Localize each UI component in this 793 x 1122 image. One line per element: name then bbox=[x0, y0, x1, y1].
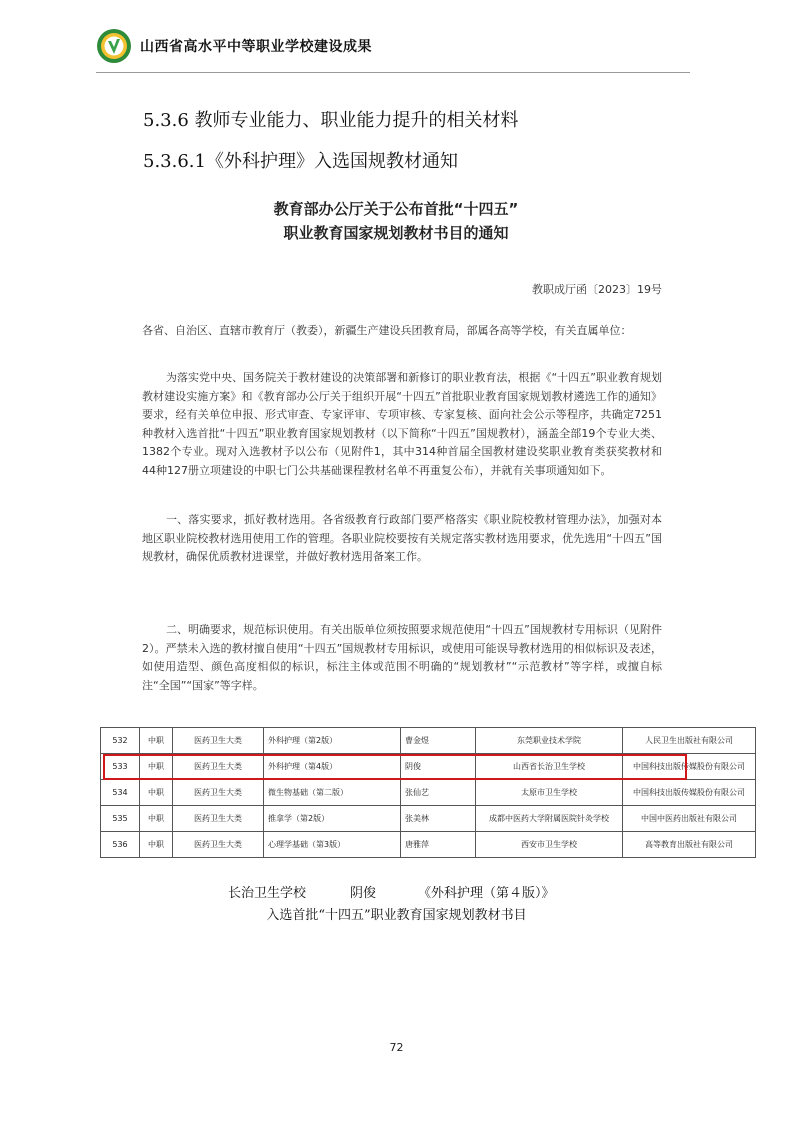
table-cell-book: 外科护理（第4版） bbox=[264, 754, 401, 780]
table-cell-level: 中职 bbox=[140, 728, 173, 754]
caption-line1 bbox=[228, 882, 555, 901]
table-cell-book: 心理学基础（第3版） bbox=[264, 832, 401, 858]
table-cell-school: 西安市卫生学校 bbox=[476, 832, 623, 858]
table-cell-level: 中职 bbox=[140, 806, 173, 832]
table-cell-category: 医药卫生大类 bbox=[173, 754, 264, 780]
table-cell-author: 阴俊 bbox=[401, 754, 476, 780]
table-cell-school: 太原市卫生学校 bbox=[476, 780, 623, 806]
table-cell-level: 中职 bbox=[140, 754, 173, 780]
table-row bbox=[101, 806, 756, 832]
table-cell-author: 唐雅萍 bbox=[401, 832, 476, 858]
table-cell-publisher: 人民卫生出版社有限公司 bbox=[623, 728, 756, 754]
caption-author: 阴俊 bbox=[350, 886, 377, 901]
table-cell-publisher: 高等教育出版社有限公司 bbox=[623, 832, 756, 858]
table-cell-no: 532 bbox=[101, 728, 140, 754]
table-cell-publisher: 中国科技出版传媒股份有限公司 bbox=[623, 754, 756, 780]
page-header bbox=[96, 24, 690, 73]
table-cell-school: 东莞职业技术学院 bbox=[476, 728, 623, 754]
table-cell-book: 外科护理（第2版） bbox=[264, 728, 401, 754]
section-heading: 5.3.6 教师专业能力、职业能力提升的相关材料 bbox=[143, 110, 519, 131]
notice-paragraph-1: 为落实党中央、国务院关于教材建设的决策部署和新修订的职业教育法，根据《“十四五”职业教育规划教材建设实施方案》和《教育部办公厅关于组织开展“十四五”首批职业教育国家规划教材遴选工作的通知》要求，经有关单位申报、形式审查、专家评审、专项审核、专家复核、面向社会公示等程序，共确定7251种教材入选首批“十四五”职业教育国家规划教材（以下简称“十四五”国规教材），涵盖全部19个专业大类、1382个专业。现对入选教材予以公布（见附件1，其中314种首届全国教材建设奖职业教育类获奖教材和44种127册立项建设的中职七门公共基础课程教材名单不再重复公布），并就有关事项通知如下。 bbox=[142, 371, 662, 477]
caption-school: 长治卫生学校 bbox=[228, 886, 307, 901]
header-title: 山西省高水平中等职业学校建设成果 bbox=[140, 39, 372, 55]
caption-book: 《外科护理（第４版）》 bbox=[418, 886, 555, 901]
table-cell-author: 张美林 bbox=[401, 806, 476, 832]
table-cell-category: 医药卫生大类 bbox=[173, 728, 264, 754]
table-cell-book: 推拿学（第2版） bbox=[264, 806, 401, 832]
subsection-heading: 5.3.6.1《外科护理》入选国规教材通知 bbox=[143, 151, 458, 172]
table-cell-publisher: 中国中医药出版社有限公司 bbox=[623, 806, 756, 832]
table-cell-category: 医药卫生大类 bbox=[173, 780, 264, 806]
table-cell-no: 535 bbox=[101, 806, 140, 832]
table-cell-level: 中职 bbox=[140, 832, 173, 858]
school-logo-icon bbox=[96, 28, 132, 64]
table-cell-no: 534 bbox=[101, 780, 140, 806]
document-number: 教职成厅函〔2023〕19号 bbox=[532, 283, 662, 296]
table-row bbox=[101, 780, 756, 806]
notice-scan bbox=[100, 180, 692, 720]
notice-addressee: 各省、自治区、直辖市教育厅（教委），新疆生产建设兵团教育局，部属各高等学校，有关直属单位： bbox=[142, 324, 632, 337]
table-cell-level: 中职 bbox=[140, 780, 173, 806]
table-row bbox=[101, 728, 756, 754]
table-cell-author: 曹金煜 bbox=[401, 728, 476, 754]
table-cell-author: 张仙艺 bbox=[401, 780, 476, 806]
table-cell-book: 微生物基础（第二版） bbox=[264, 780, 401, 806]
table-row bbox=[101, 832, 756, 858]
table-cell-category: 医药卫生大类 bbox=[173, 806, 264, 832]
table-cell-school: 山西省长治卫生学校 bbox=[476, 754, 623, 780]
table-cell-category: 医药卫生大类 bbox=[173, 832, 264, 858]
notice-paragraph-2: 一、落实要求，抓好教材选用。各省级教育行政部门要严格落实《职业院校教材管理办法》，加强对本地区职业院校教材选用使用工作的管理。各职业院校要按有关规定落实教材选用要求，优先选用“十四五”国规教材，确保优质教材进课堂，并做好教材选用备案工作。 bbox=[142, 513, 662, 563]
notice-title-line2: 职业教育国家规划教材书目的通知 bbox=[283, 224, 509, 242]
page-number: 72 bbox=[389, 1041, 404, 1054]
table-cell-publisher: 中国科技出版传媒股份有限公司 bbox=[623, 780, 756, 806]
notice-title-line1: 教育部办公厅关于公布首批“十四五” bbox=[273, 200, 519, 218]
book-list-table bbox=[100, 727, 756, 858]
table-cell-no: 536 bbox=[101, 832, 140, 858]
table-cell-no: 533 bbox=[101, 754, 140, 780]
notice-paragraph-3: 二、明确要求，规范标识使用。有关出版单位须按照要求规范使用“十四五”国规教材专用标识（见附件2）。严禁未入选的教材擅自使用“十四五”国规教材专用标识，或使用可能误导教材选用的相似标识及表述，如使用造型、颜色高度相似的标识，标注主体或范围不明确的“规划教材”“示范教材”等字样，或擅自标注“全国”“国家”等字样。 bbox=[142, 623, 662, 692]
highlight-box bbox=[103, 754, 687, 780]
caption-line2: 入选首批“十四五”职业教育国家规划教材书目 bbox=[266, 908, 527, 923]
table-cell-school: 成都中医药大学附属医院针灸学校 bbox=[476, 806, 623, 832]
